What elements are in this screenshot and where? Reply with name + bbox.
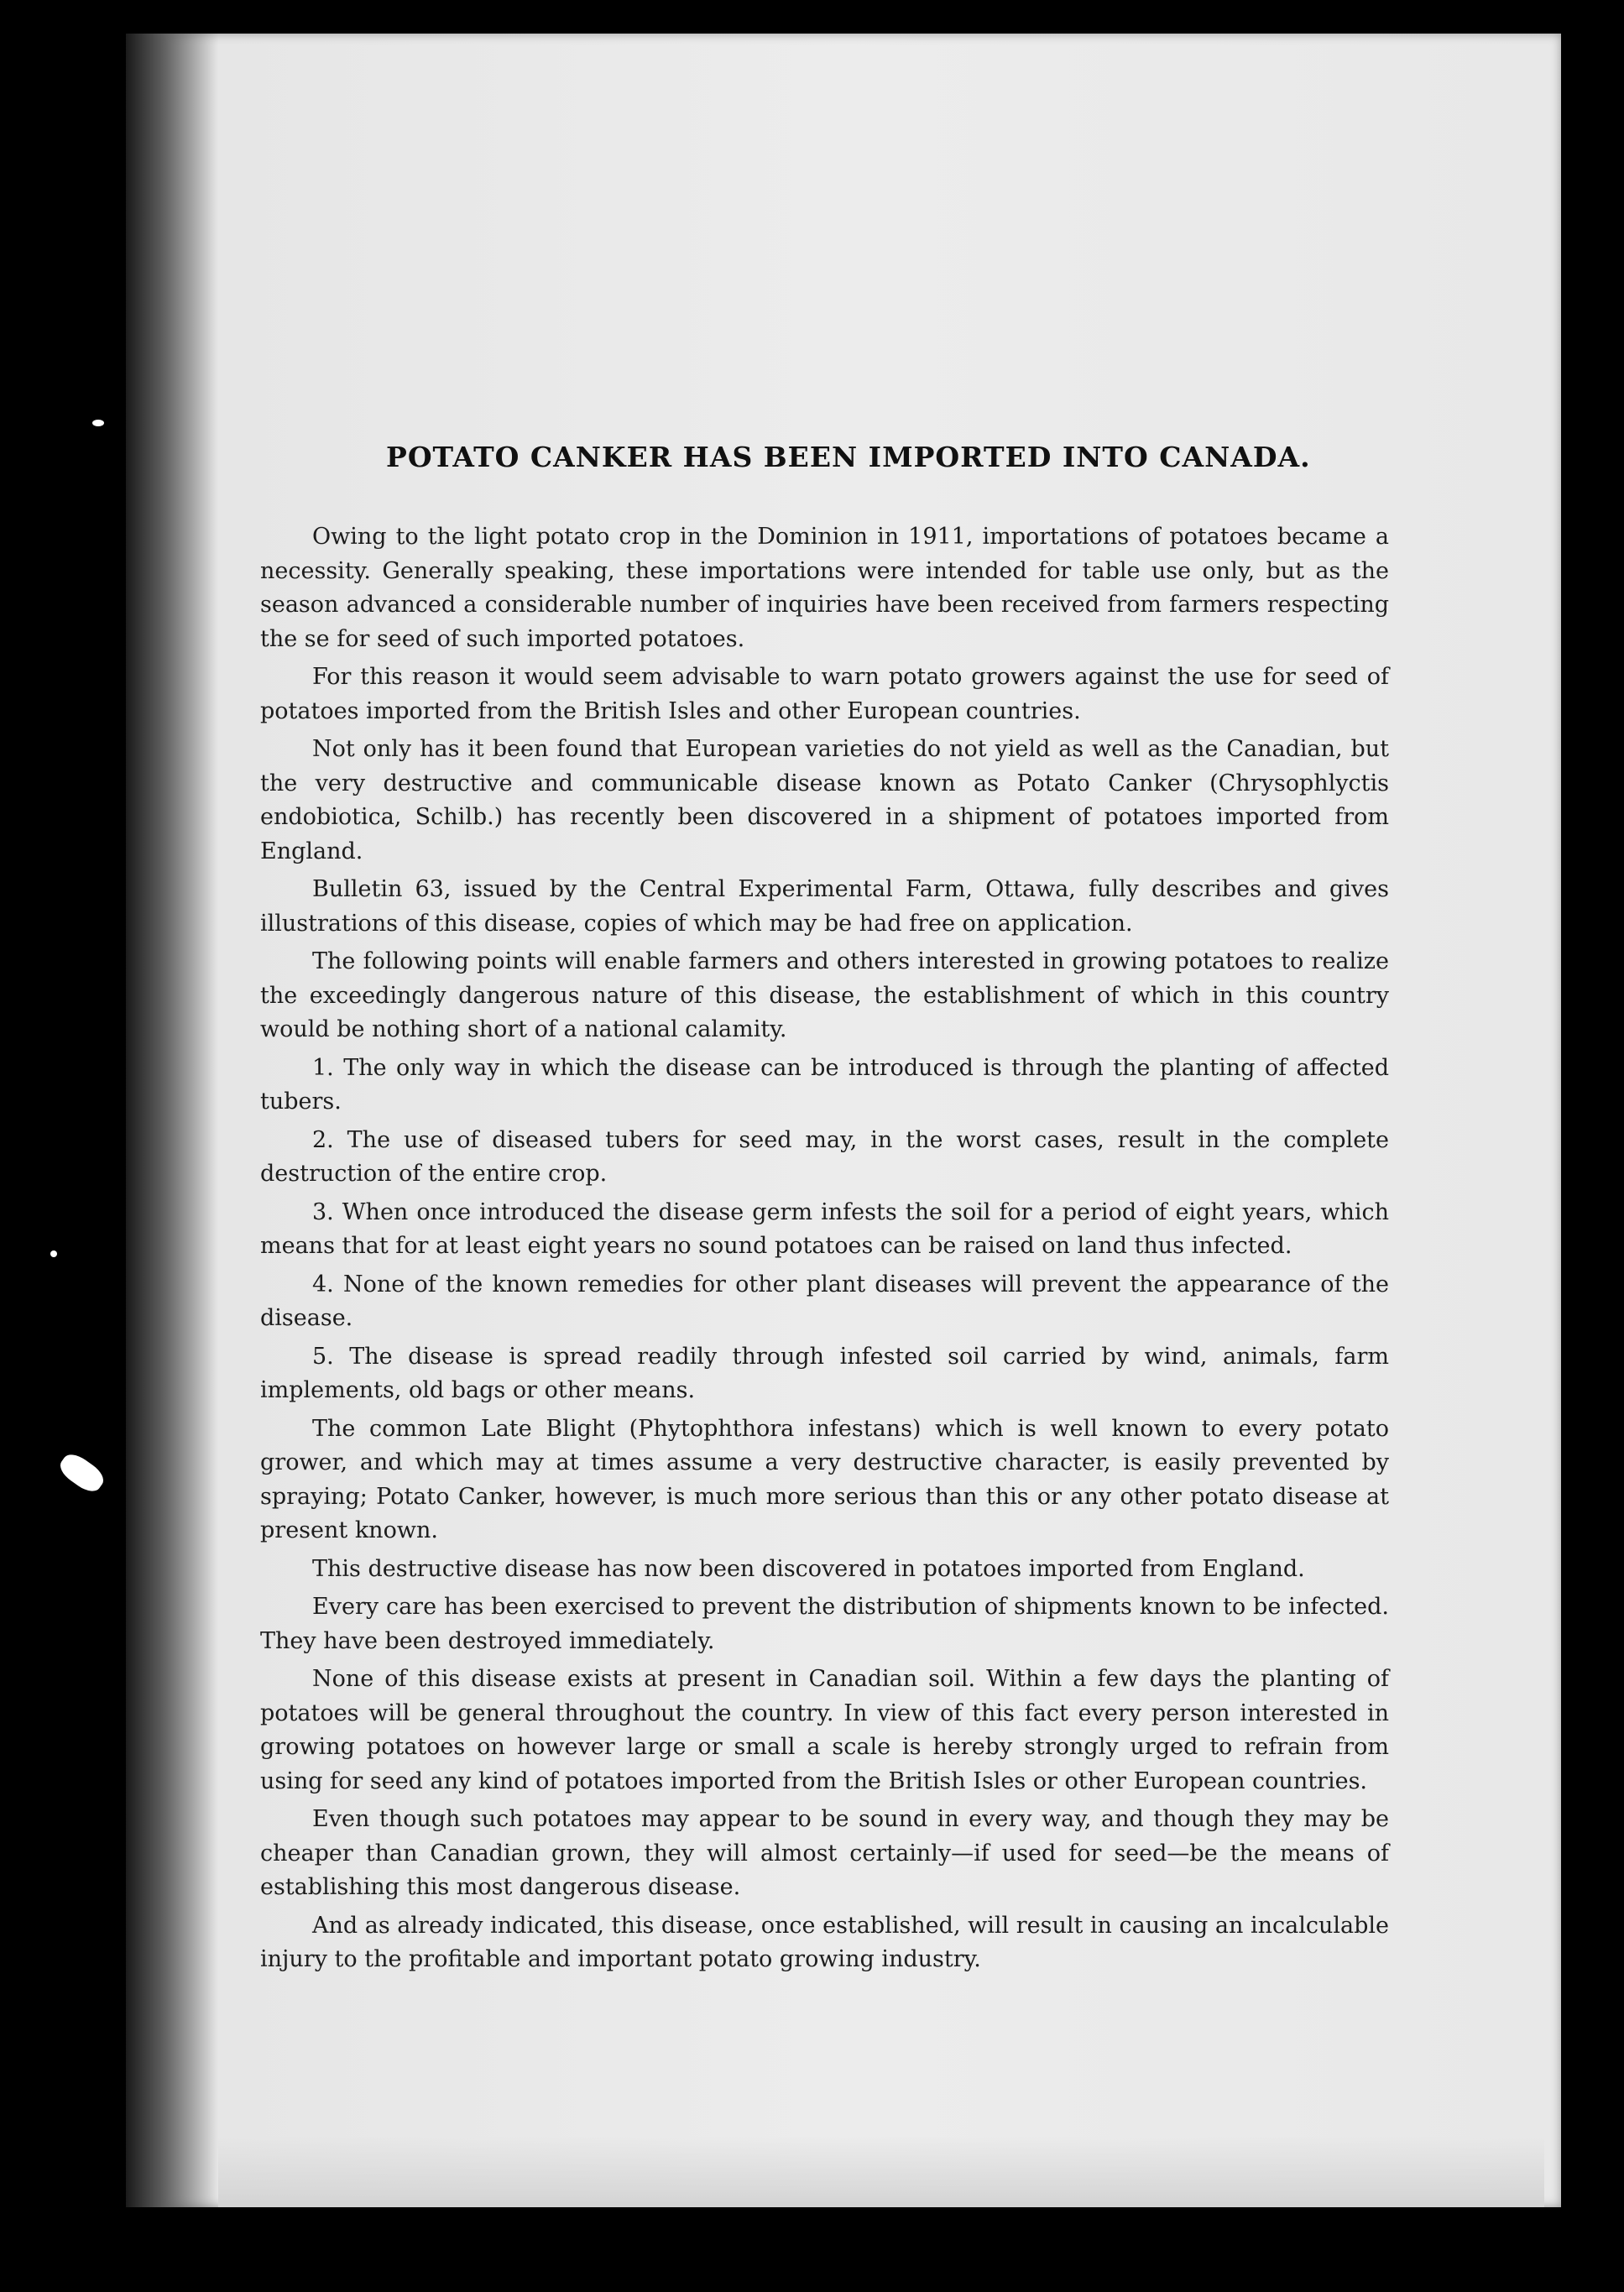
paragraph: None of this disease exists at present in Canadian soil. Within a few days the planting of potatoes will be general throughout the country. In view of this fact every person interested in growing potatoes on however large or small a scale is hereby strongly urged to refrain from using for seed any kind of potatoes imported from the British Isles or other European countries. xyxy=(260,1666,1389,1794)
paragraph: The common Late Blight (Phytophthora infestans) which is well known to every potato grower, and which may at times assume a very destructive character, is easily prevented by spraying; Potato Canker, however, is much more serious than this or any other potato disease at present known. xyxy=(260,1415,1389,1543)
paragraph: Every care has been exercised to prevent the distribution of shipments known to be infected. They have been destroyed immediately. xyxy=(260,1594,1389,1654)
paragraph: Bulletin 63, issued by the Central Experimental Farm, Ottawa, fully describes and gives illustrations of this disease, copies of which may be had free on application. xyxy=(260,876,1389,937)
page-bottom-shade xyxy=(218,2136,1544,2207)
paragraph: Even though such potatoes may appear to be sound in every way, and though they may be cheaper than Canadian grown, they will almost certainly—if used for seed—be the means of establishing this most dangerous disease. xyxy=(260,1806,1389,1900)
scan-speck xyxy=(50,1250,57,1257)
numbered-point: 1. The only way in which the disease can be introduced is through the planting of affected tubers. xyxy=(260,1054,1389,1115)
numbered-point: 2. The use of diseased tubers for seed may, in the worst cases, result in the complete destruction of the entire crop. xyxy=(260,1126,1389,1187)
paragraph: This destructive disease has now been discovered in potatoes imported from England. xyxy=(312,1555,1305,1582)
paragraph: Not only has it been found that European varieties do not yield as well as the Canadian, but the very destructive and communicable disease known as Potato Canker (Chrysophlyctis endobiotica, Schilb.) has recently been discovered in a shipment of potatoes imported from England. xyxy=(260,736,1389,864)
document-title: POTATO CANKER HAS BEEN IMPORTED INTO CANADA. xyxy=(386,441,1311,473)
scan-speck xyxy=(92,420,104,426)
paragraph: Owing to the light potato crop in the Dominion in 1911, importations of potatoes became a necessity. Generally speaking, these importations were intended for table use only, but as the season advanced a considerable number of inquiries have been received from farmers respecting the se for seed of such imported potatoes. xyxy=(260,524,1389,652)
paragraph: And as already indicated, this disease, once established, will result in causing an incalculable injury to the profitable and important potato growing industry. xyxy=(260,1912,1389,1972)
binding-shadow xyxy=(126,34,218,2207)
paragraph: For this reason it would seem advisable to warn potato growers against the use for seed of potatoes imported from the British Isles and other European countries. xyxy=(260,664,1389,724)
document-body xyxy=(260,520,1389,1981)
paragraph: The following points will enable farmers and others interested in growing potatoes to realize the exceedingly dangerous nature of this disease, the establishment of which in this country would be nothing short of a national calamity. xyxy=(260,948,1389,1042)
scan-speck xyxy=(55,1449,107,1496)
numbered-point: 5. The disease is spread readily through infested soil carried by wind, animals, farm implements, old bags or other means. xyxy=(260,1343,1389,1403)
numbered-point: 4. None of the known remedies for other plant diseases will prevent the appearance of the disease. xyxy=(260,1271,1389,1331)
numbered-point: 3. When once introduced the disease germ infests the soil for a period of eight years, which means that for at least eight years no sound potatoes can be raised on land thus infected. xyxy=(260,1198,1389,1259)
